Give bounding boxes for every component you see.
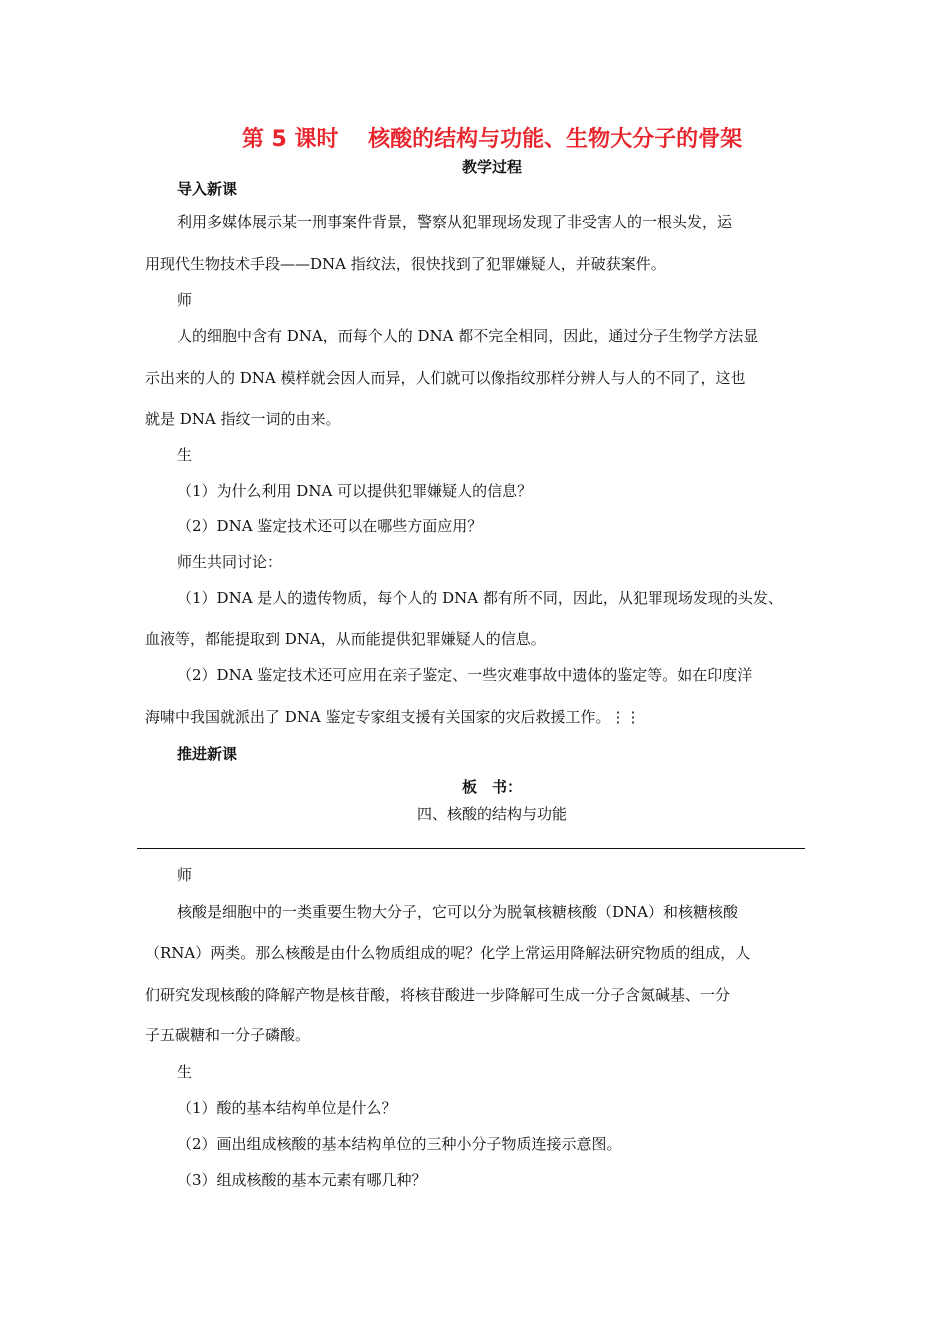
paragraph-line: 利用多媒体展示某一刑事案件背景，警察从犯罪现场发现了非受害人的一根头发，运 — [177, 213, 733, 231]
paragraph-line: 用现代生物技术手段——DNA 指纹法，很快找到了犯罪嫌疑人，并破获案件。 — [145, 255, 666, 273]
section-heading-new: 推进新课 — [177, 745, 238, 763]
paragraph-line: 们研究发现核酸的降解产物是核苷酸，将核苷酸进一步降解可生成一分子含氮碱基、一分 — [145, 986, 731, 1004]
board-label: 板 书： — [461, 778, 522, 796]
paragraph-line: 就是 DNA 指纹一词的由来。 — [145, 410, 341, 428]
speaker-student: 生 — [177, 1063, 193, 1081]
answer-line: 血液等，都能提取到 DNA，从而能提供犯罪嫌疑人的信息。 — [145, 630, 546, 648]
board-content: 四、核酸的结构与功能 — [416, 805, 567, 823]
section-heading-intro: 导入新课 — [177, 180, 238, 198]
speaker-student: 生 — [177, 446, 193, 464]
answer-line: 海啸中我国就派出了 DNA 鉴定专家组支援有关国家的灾后救援工作。⋮⋮ — [145, 708, 641, 726]
paragraph-line: 人的细胞中含有 DNA，而每个人的 DNA 都不完全相同，因此，通过分子生物学方法显 — [177, 327, 759, 345]
lesson-subtitle: 教学过程 — [461, 158, 522, 176]
question-item: （2）画出组成核酸的基本结构单位的三种小分子物质连接示意图。 — [177, 1135, 622, 1153]
paragraph-line: （RNA）两类。那么核酸是由什么物质组成的呢？化学上常运用降解法研究物质的组成，人 — [145, 944, 751, 962]
question-item: （3）组成核酸的基本元素有哪几种？ — [177, 1171, 427, 1189]
answer-line: （2）DNA 鉴定技术还可应用在亲子鉴定、一些灾难事故中遗体的鉴定等。如在印度洋 — [177, 666, 753, 684]
question-item: （1）酸的基本结构单位是什么？ — [177, 1099, 397, 1117]
discussion-label: 师生共同讨论： — [177, 553, 283, 571]
answer-line: （1）DNA 是人的遗传物质，每个人的 DNA 都有所不同，因此，从犯罪现场发现的头发、 — [177, 589, 783, 607]
speaker-teacher: 师 — [177, 866, 193, 884]
paragraph-line: 子五碳糖和一分子磷酸。 — [145, 1026, 311, 1044]
divider-line — [137, 848, 805, 849]
lesson-title: 第 5 课时 核酸的结构与功能、生物大分子的骨架 — [241, 127, 743, 152]
paragraph-line: 示出来的人的 DNA 模样就会因人而异，人们就可以像指纹那样分辨人与人的不同了，这也 — [145, 369, 746, 387]
question-item: （1）为什么利用 DNA 可以提供犯罪嫌疑人的信息？ — [177, 482, 533, 500]
paragraph-line: 核酸是细胞中的一类重要生物大分子，它可以分为脱氧核糖核酸（DNA）和核糖核酸 — [177, 903, 738, 921]
speaker-teacher: 师 — [177, 291, 193, 309]
question-item: （2）DNA 鉴定技术还可以在哪些方面应用？ — [177, 517, 483, 535]
